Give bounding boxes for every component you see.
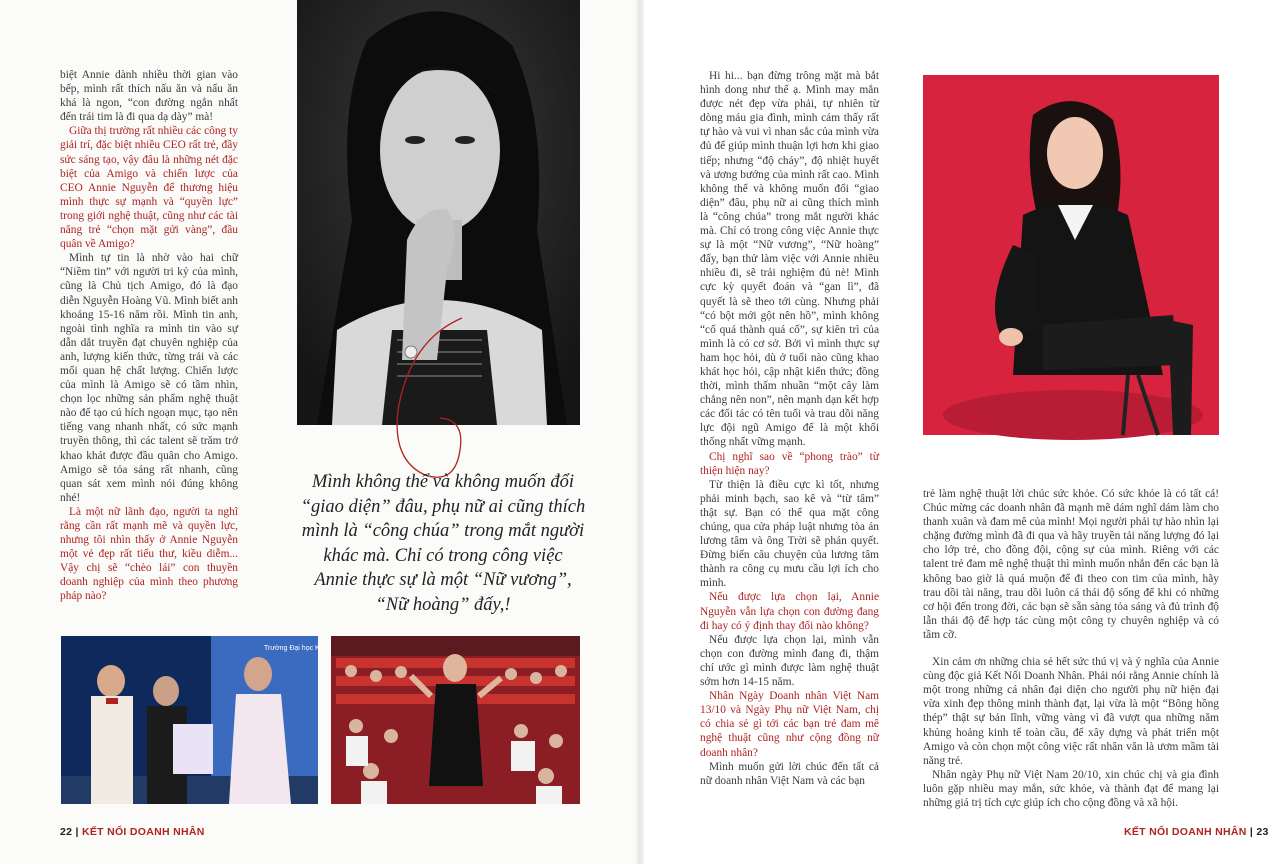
body-paragraph: trẻ làm nghệ thuật lời chúc sức khỏe. Có sức khỏe là có tất cả! Chúc mừng các doanh nhân đã mạnh mẽ dám nghĩ dám làm cho thanh xuân và đam mê của mình! Mọi người phải tự hào nhìn lại chặng đường mình đã đi qua và hãy truyền tải năng lượng đó lại cho lớp trẻ, cho đồng đội, cộng sự của mình. Riêng với các talent trẻ đam mê nghệ thuật thì mình muốn nhắn đến các bạn là không bao giờ là quá muộn để đi theo con tim của mình, hãy trau dồi tài năng, trau dồi luôn cả thái độ sống để khi có những cơ hội đến trong đời, các bạn sẽ sẵn sàng tỏa sáng và đủ trình độ lẫn thái độ để hợp tác cùng một công ty chuyên nghiệp và có tầm cỡ.	[923, 488, 1219, 641]
body-paragraph: Mình tự tin là nhờ vào hai chữ “Niềm tin” với người tri kỷ của mình, cũng là Chủ tịch Amigo, đó là đạo diễn Nguyễn Hoàng Vũ. Mình biết anh khoảng 15-16 năm rồi. Mình tin anh, ngoài tình nghĩa ra mình tin vào sự dẫn dắt truyền đạt chuyên nghiệp của anh, lượng kiến thức, từng trải và các mối quan hệ chất lượng. Chiến lược của mình là Amigo sẽ có tầm nhìn, chọn lọc những sản phẩm nghệ thuật nào để tạo cú hích ngoạn mục, tạo nên tiếng vang nhanh nhất, có sức mạnh truyền thông, thì các talent sẽ trăm trở khao khát được đầu quân cho Amigo. Amigo sẽ tỏa sáng rất nhanh, cũng quan sát xem mình nói đúng không nhé!	[60, 252, 238, 504]
interview-question: Chị nghĩ sao về “phong trào” từ thiện hiện nay?	[700, 450, 879, 477]
interview-question: Nếu được lựa chọn lại, Annie Nguyễn vẫn lựa chọn con đường đang đi hay có ý định thay đổi nào không?	[700, 591, 879, 632]
publication-name-left: KẾT NỐI DOANH NHÂN	[81, 826, 205, 838]
body-paragraph: biệt Annie dành nhiều thời gian vào bếp, mình rất thích nấu ăn và nấu ăn khá là ngon, “con đường ngắn nhất đến trái tim là đi qua dạ dày” mà!	[60, 69, 238, 124]
spine-gutter	[636, 0, 644, 864]
page-number-left: 22	[60, 826, 73, 838]
middle-text-column	[700, 69, 879, 788]
footer-left: 22 | KẾT NỐI DOANH NHÂN	[60, 826, 205, 838]
pull-quote: Mình không thể và không muốn đổi “giao diện” đâu, phụ nữ ai cũng thích mình là “công chúa” trong mắt người khác mà. Chỉ có trong công việc Annie thực sự là một “Nữ vương”, “Nữ hoàng” đấy,!	[300, 472, 586, 615]
right-text-column	[923, 487, 1219, 810]
auditorium-event-photo	[331, 636, 580, 804]
interview-question: Nhân Ngày Doanh nhân Việt Nam 13/10 và Ngày Phụ nữ Việt Nam, chị có chia sẻ gì tới các bạn trẻ đam mê nghệ thuật cũng như cộng đồng nữ doanh nhân?	[700, 690, 879, 759]
left-text-column	[60, 68, 238, 604]
page-number-right: 23	[1256, 826, 1269, 838]
body-paragraph: Hi hi... bạn đừng trông mặt mà bắt hình dong như thế ạ. Mình may mắn được nét đẹp vừa phải, tự nhiên từ dòng máu gia đình, mình cảm thấy rất tự hào và vui vì nhan sắc của mình vừa đủ để giúp mình thuận lợi hơn khi giao tiếp; nhưng “độ cháy”, độ nhiệt huyết và ương bướng của mình rất cao. Mình không thể và không muốn đổi “giao diện” đâu, phụ nữ ai cũng thích mình là “công chúa” trong mắt người khác mà. Chỉ có trong công việc Annie thực sự là một “Nữ vương”, “Nữ hoàng” đấy, bạn thử làm việc với Annie nhiều nhiều đi, sẽ trải nghiệm đủ nè! Mình cực kỳ quyết đoán và “gan lì”, đã quyết là sẽ theo tới cùng. Nhưng phải “có bột mới gột nên hồ”, mình không “cố quá thành quá cố”, sự kiên trì của mình là có cơ sở. Bởi vì mình thực sự ham học hỏi, dù ở tuổi nào cũng khao khát học hỏi, cập nhật kiến thức; đồng thời, mình thấm nhuần “một cây làm chẳng nên non”, nên mạnh dạn kết hợp các đối tác có tên tuổi và trau dồi năng lực đội ngũ Amigo để là một khối thống nhất vững mạnh.	[700, 70, 879, 449]
footer-right: KẾT NỐI DOANH NHÂN | 23	[1124, 826, 1269, 838]
stage-sign-text: Trường Đại học Khoa	[264, 645, 332, 652]
interview-question: Giữa thị trường rất nhiều các công ty giải trí, đặc biệt nhiều CEO rất trẻ, đầy sức sáng tạo, vậy đâu là những nét đặc biệt của Amigo và chiến lược của CEO Annie Nguyễn để thương hiệu mình thực sự mạnh và “quyền lực” trong giới nghệ thuật, cũng như các tài năng trẻ “chọn mặt gửi vàng”, đầu quân về Amigo?	[60, 125, 238, 251]
body-paragraph: Nhân ngày Phụ nữ Việt Nam 20/10, xin chúc chị và gia đình luôn gặp nhiều may mắn, sức khỏe, và thành đạt để mang lại những giá trị tích cực giúp ích cho cộng đồng và xã hội.	[923, 768, 1219, 809]
bw-portrait-photo	[297, 0, 580, 425]
red-portrait-photo	[923, 75, 1219, 435]
stage-event-photo	[61, 636, 332, 804]
body-paragraph: Nếu được lựa chọn lại, mình vẫn chọn con đường mình đang đi, thậm chí ước gì mình được làm nghệ thuật sớm hơn 14-15 năm.	[700, 633, 879, 689]
body-paragraph: Xin cảm ơn những chia sẻ hết sức thú vị và ý nghĩa của Annie cùng độc giả Kết Nối Doanh Nhân. Phải nói rằng Annie chính là một trong những cá nhân đại diện cho người phụ nữ hiện đại vừa xinh đẹp thông minh thành đạt, lại vừa là một “Bông hồng thép” thật sự bản lĩnh, vững vàng vì đã vượt qua những năm khủng hoảng kinh tế toàn cầu, để xây dựng và phát triển một Amigo và còn chọn một công việc rất nhân văn là ươm mầm tài năng trẻ.	[923, 656, 1219, 767]
publication-name-right: KẾT NỐI DOANH NHÂN	[1124, 826, 1247, 838]
body-paragraph: Từ thiện là điều cực kì tốt, nhưng phải minh bạch, sao kê và “từ tâm” thật sự. Bạn có thể qua mặt công chúng, qua cửa pháp luật nhưng tòa án lương tâm và ông Trời sẽ phán quyết. Đừng biến câu chuyện của lương tâm thành ra công cụ mưu cầu lợi ích cho mình.	[700, 478, 879, 590]
interview-question: Là một nữ lãnh đạo, người ta nghĩ rằng cần rất mạnh mẽ và quyền lực, nhưng tôi nhìn thấy ở Annie Nguyễn một vẻ đẹp rất tiểu thư, kiều diễm... Vậy chị sẽ “chèo lái” con thuyền doanh nghiệp của mình theo phương pháp nào?	[60, 505, 238, 603]
body-paragraph: Mình muốn gửi lời chúc đến tất cả nữ doanh nhân Việt Nam và các bạn	[700, 760, 879, 787]
